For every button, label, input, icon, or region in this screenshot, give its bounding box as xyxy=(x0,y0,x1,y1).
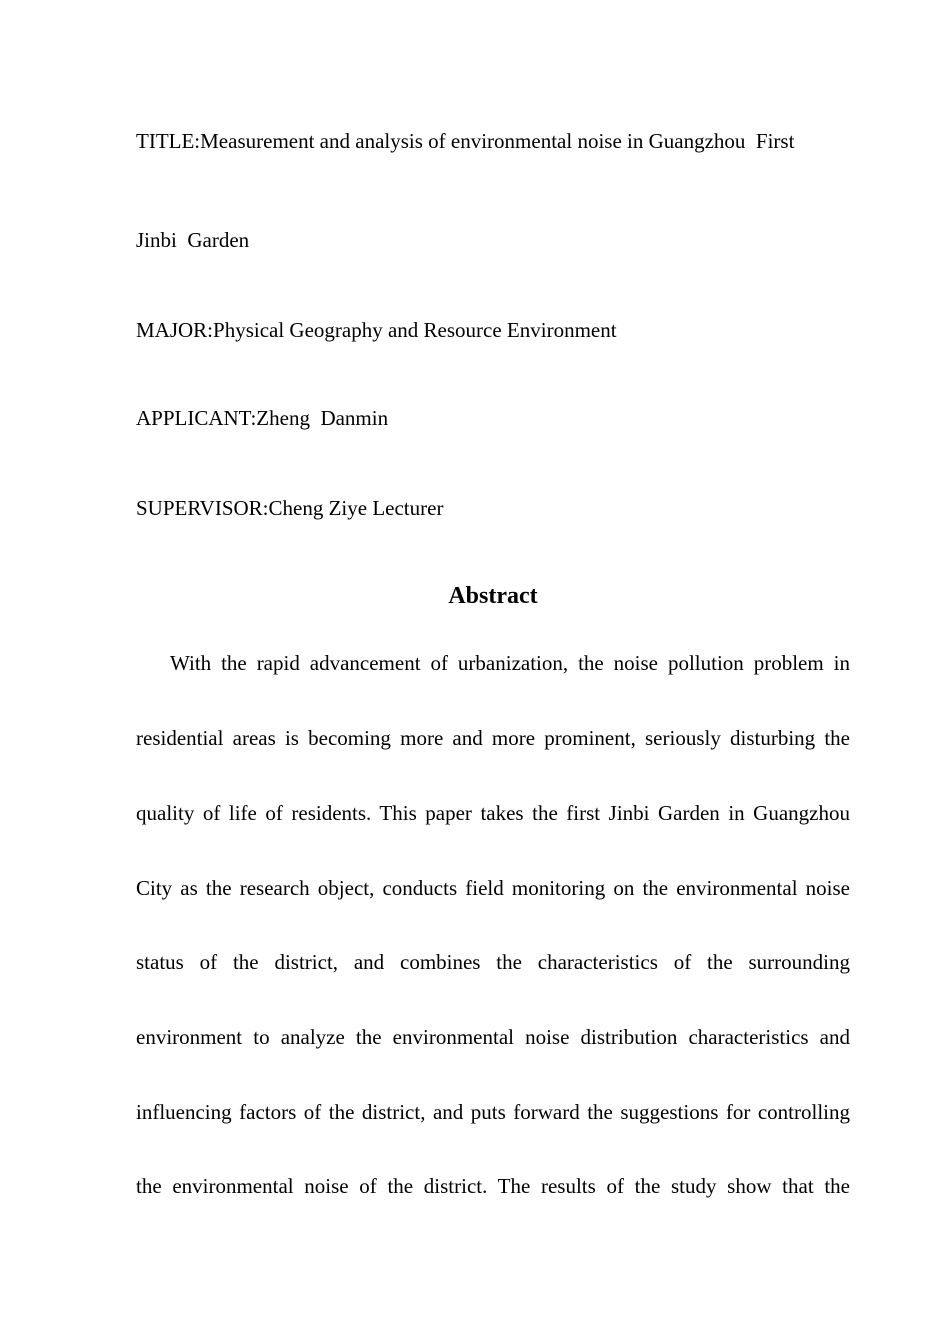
abstract-line: influencing factors of the district, and puts forward the suggestions for controlling xyxy=(136,1100,850,1124)
abstract-line: With the rapid advancement of urbanization, the noise pollution problem in xyxy=(170,651,850,675)
abstract-line: residential areas is becoming more and more prominent, seriously disturbing the xyxy=(136,726,850,750)
abstract-line: quality of life of residents. This paper takes the first Jinbi Garden in Guangzhou xyxy=(136,801,850,825)
title-line-1: TITLE:Measurement and analysis of environmental noise in Guangzhou First xyxy=(136,129,795,153)
abstract-line: status of the district, and combines the characteristics of the surrounding xyxy=(136,950,850,974)
title-line-2: Jinbi Garden xyxy=(136,228,250,252)
major-line: MAJOR:Physical Geography and Resource Environment xyxy=(136,318,617,342)
abstract-line: City as the research object, conducts field monitoring on the environmental noise xyxy=(136,876,850,900)
abstract-line: environment to analyze the environmental noise distribution characteristics and xyxy=(136,1025,850,1049)
abstract-line: the environmental noise of the district. The results of the study show that the xyxy=(136,1174,850,1198)
supervisor-line: SUPERVISOR:Cheng Ziye Lecturer xyxy=(136,496,444,520)
abstract-heading: Abstract xyxy=(448,583,538,609)
applicant-line: APPLICANT:Zheng Danmin xyxy=(136,406,389,430)
